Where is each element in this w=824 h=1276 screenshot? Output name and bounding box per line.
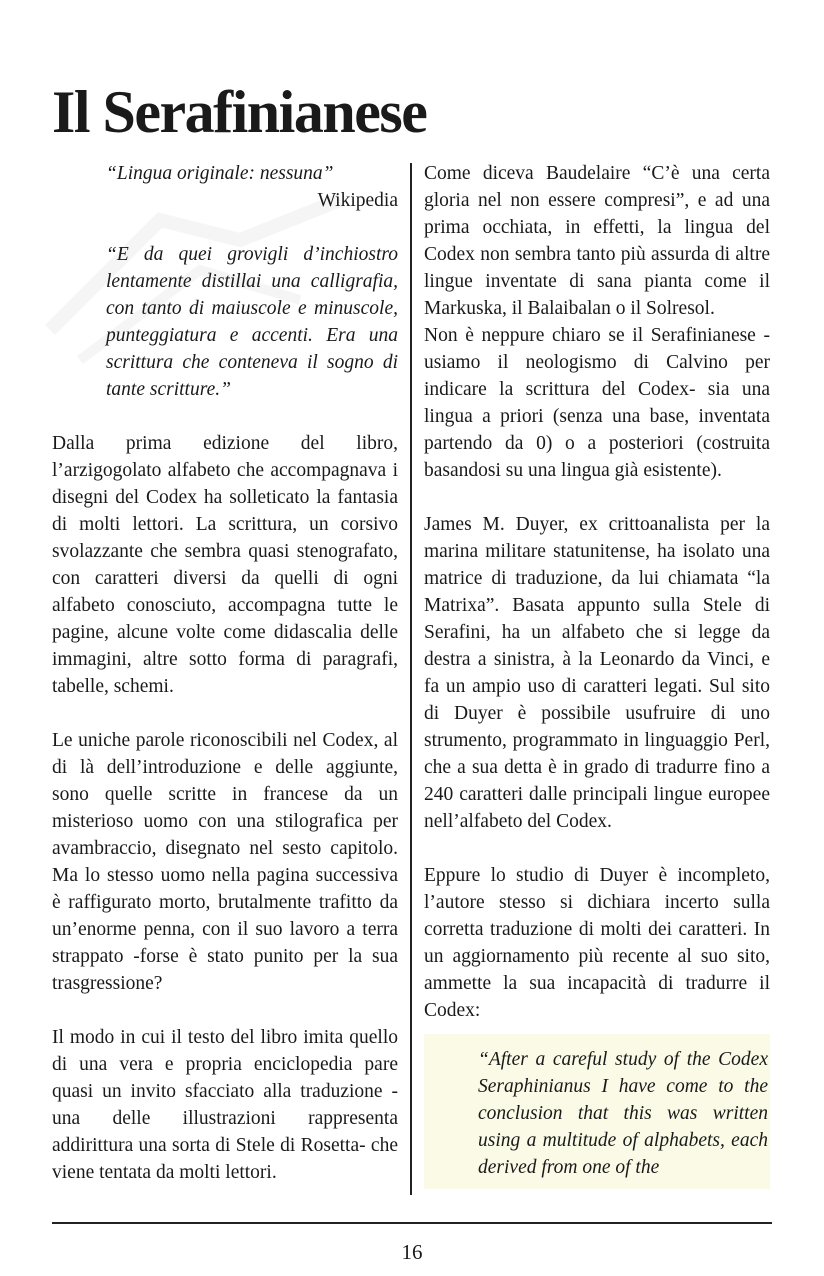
page-title: Il Serafinianese	[52, 79, 427, 145]
epigraph-2-text: “E da quei grovigli d’inchiostro lentamente distillai una calligrafia, con tanto di maiuscole e minuscole, punteggiatura e accenti. Era una scrittura che conteneva il sogno di tante scritture.”	[106, 244, 398, 400]
footer-rule	[52, 1222, 772, 1224]
left-column	[52, 160, 398, 1186]
page-number: 16	[401, 1240, 423, 1264]
paragraph: Non è neppure chiaro se il Serafinianese -usiamo il neologismo di Calvino per indicare la scrittura del Codex- sia una lingua a priori (senza una base, inventata partendo da 0) o a posteriori (costruita basandosi su una lingua già esistente).	[424, 325, 770, 481]
paragraph: Dalla prima edizione del libro, l’arzigogolato alfabeto che accompagnava i disegni del Codex ha solleticato la fantasia di molti lettori. La scrittura, un corsivo svolazzante che sembra quasi stenografato, con caratteri diversi da quelli di ogni alfabeto conosciuto, accompagna tutte le pagine, alcune volte come didascalia delle immagini, altre sotto forma di paragrafi, tabelle, schemi.	[52, 433, 398, 697]
right-column	[424, 160, 770, 1189]
paragraph: James M. Duyer, ex crittoanalista per la marina militare statunitense, ha isolato una matrice di traduzione, da lui chiamata “la Matrixa”. Basata appunto sulla Stele di Serafini, ha un alfabeto che si legge da destra a sinistra, à la Leonardo da Vinci, e fa un ampio uso di caratteri legati. Sul sito di Duyer è possibile usufruire di uno strumento, programmato in linguaggio Perl, che a sua detta è in grado di tradurre fino a 240 caratteri dalle principali lingue europee nell’alfabeto del Codex.	[424, 514, 770, 832]
paragraph: Eppure lo studio di Duyer è incompleto, l’autore stesso si dichiara incerto sulla corretta traduzione di molti dei caratteri. In un aggiornamento più recente al suo sito, ammette la sua incapacità di tradurre il Codex:	[424, 865, 770, 1021]
highlighted-quote-text: “After a careful study of the Codex Seraphinianus I have come to the conclusion that this was written using a multitude of alphabets, each derived from one of the	[478, 1049, 768, 1178]
epigraph-1	[106, 160, 398, 214]
column-divider	[410, 163, 412, 1195]
epigraph-1-text: “Lingua originale: nessuna”	[106, 163, 334, 184]
epigraph-1-source: Wikipedia	[317, 190, 398, 211]
paragraph: Il modo in cui il testo del libro imita quello di una vera e propria enciclopedia pare quasi un invito sfacciato alla traduzione -una delle illustrazioni rappresenta addirittura una sorta di Stele di Rosetta- che viene tentata da molti lettori.	[52, 1027, 398, 1183]
highlighted-quote	[424, 1034, 770, 1189]
epigraph-2	[106, 241, 398, 403]
paragraph: Come diceva Baudelaire “C’è una certa gloria nel non essere compresi”, e ad una prima occhiata, in effetti, la lingua del Codex non sembra tanto più assurda di altre lingue inventate di sana pianta come il Markuska, il Balaibalan o il Solresol.	[424, 163, 770, 319]
paragraph: Le uniche parole riconoscibili nel Codex, al di là dell’introduzione e delle aggiunte, sono quelle scritte in francese da un misterioso uomo con una stilografica per avambraccio, disegnato nel sesto capitolo. Ma lo stesso uomo nella pagina successiva è raffigurato morto, brutalmente trafitto da un’enorme penna, con il suo lavoro a terra strappato -forse è stato punito per la sua trasgressione?	[52, 730, 398, 994]
